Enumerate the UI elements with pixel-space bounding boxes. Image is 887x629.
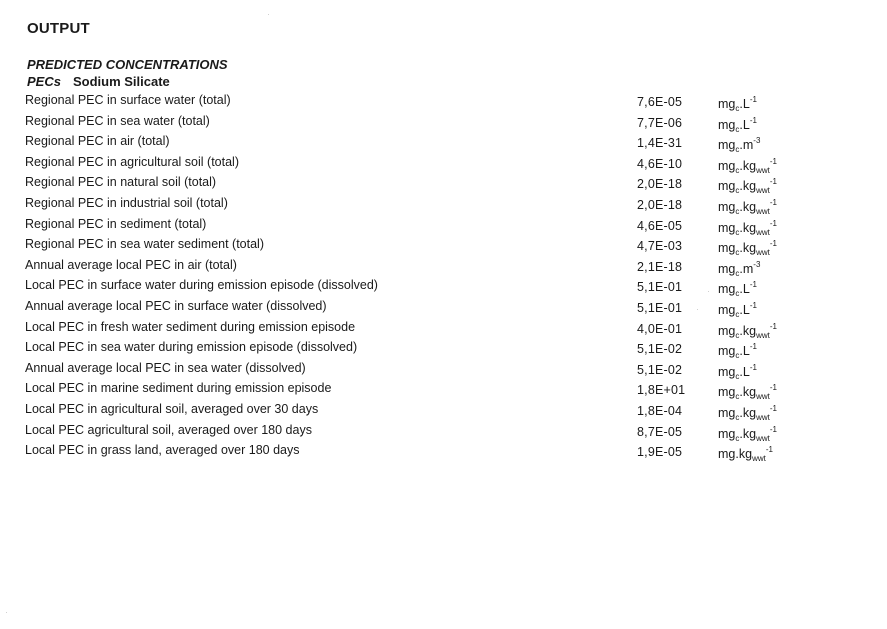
unit-name-subscript: wwt: [756, 330, 770, 340]
unit-name: kg: [742, 241, 757, 256]
unit-separator: .: [739, 158, 743, 173]
unit-exponent: -1: [749, 115, 757, 125]
unit-base: mg: [718, 364, 736, 379]
unit-name: kg: [742, 158, 757, 173]
row-unit: [718, 383, 777, 401]
unit-base: mg: [718, 405, 736, 420]
row-value: 7,7E-06: [637, 115, 683, 130]
unit-name-subscript: wwt: [756, 433, 770, 443]
row-unit: [718, 116, 757, 134]
row-unit: [718, 322, 777, 340]
row-unit: [718, 363, 757, 381]
unit-exponent: -1: [769, 403, 777, 413]
page-title: OUTPUT: [27, 20, 90, 37]
table-row: [0, 133, 887, 154]
table-row: [0, 236, 887, 257]
row-value: 1,9E-05: [637, 445, 683, 460]
table-row: [0, 422, 887, 443]
row-label: Local PEC in fresh water sediment during emission episode: [25, 319, 356, 334]
unit-subscript: c: [735, 206, 740, 216]
unit-exponent: -1: [769, 321, 777, 331]
table-row: [0, 113, 887, 134]
unit-subscript: c: [735, 104, 740, 113]
unit-exponent: -1: [769, 156, 777, 166]
unit-name: m: [742, 138, 754, 153]
row-label: Local PEC in agricultural soil, averaged over 30 days: [25, 401, 319, 416]
table-row: [0, 442, 887, 463]
row-unit: [718, 260, 760, 278]
row-label: Local PEC in surface water during emission episode (dissolved): [25, 278, 378, 293]
unit-name: L: [742, 117, 750, 132]
row-unit: [718, 301, 757, 319]
unit-exponent: -1: [749, 342, 757, 352]
unit-name: kg: [742, 405, 757, 420]
unit-separator: .: [739, 97, 743, 111]
row-value: 5,1E-01: [637, 300, 683, 315]
row-value: 4,0E-01: [637, 321, 683, 336]
unit-base: mg: [718, 138, 736, 153]
row-label: Regional PEC in air (total): [25, 134, 170, 149]
unit-base: mg: [718, 323, 736, 338]
row-unit: [718, 280, 757, 298]
unit-separator: .: [735, 447, 739, 462]
unit-separator: .: [739, 179, 743, 194]
unit-name-subscript: wwt: [756, 392, 770, 402]
unit-subscript: c: [735, 145, 740, 155]
unit-separator: .: [739, 426, 743, 441]
unit-exponent: -1: [749, 362, 757, 372]
unit-separator: .: [739, 199, 743, 214]
unit-name: L: [742, 97, 750, 111]
row-value: 5,1E-02: [637, 362, 683, 377]
row-label: Annual average local PEC in air (total): [25, 257, 237, 272]
unit-exponent: -1: [769, 177, 777, 187]
table-row: [0, 154, 887, 175]
row-value: 5,1E-01: [637, 280, 683, 295]
unit-separator: .: [739, 323, 743, 338]
unit-exponent: -1: [749, 300, 757, 310]
row-label: Local PEC in marine sediment during emission episode: [25, 381, 332, 396]
unit-separator: .: [739, 302, 743, 317]
unit-separator: .: [739, 344, 743, 359]
row-value: 2,0E-18: [637, 177, 683, 192]
unit-subscript: c: [735, 289, 740, 299]
unit-subscript: c: [735, 186, 740, 196]
scan-speck: [697, 309, 698, 310]
row-unit: [718, 177, 777, 195]
unit-name-subscript: wwt: [756, 186, 770, 196]
row-unit: [718, 404, 777, 422]
unit-base: mg: [718, 447, 736, 462]
unit-exponent: -1: [769, 218, 777, 228]
unit-name: kg: [742, 179, 757, 194]
row-label: Local PEC in grass land, averaged over 180 days: [25, 443, 300, 458]
unit-base: mg: [718, 282, 736, 297]
row-label: Annual average local PEC in sea water (dissolved): [25, 360, 306, 375]
unit-base: mg: [718, 385, 736, 400]
unit-name: kg: [738, 447, 753, 462]
table-row: [0, 339, 887, 360]
unit-exponent: -1: [769, 239, 777, 249]
unit-base: mg: [718, 261, 736, 276]
unit-name: kg: [742, 323, 757, 338]
table-row: [0, 298, 887, 319]
unit-base: mg: [718, 241, 736, 256]
unit-base: mg: [718, 97, 736, 111]
unit-base: mg: [718, 117, 736, 132]
row-label: Regional PEC in surface water (total): [25, 93, 231, 107]
unit-base: mg: [718, 302, 736, 317]
table-row: [0, 319, 887, 340]
unit-subscript: c: [735, 248, 740, 258]
unit-subscript: c: [735, 268, 740, 278]
unit-subscript: c: [735, 433, 740, 443]
unit-separator: .: [739, 405, 743, 420]
unit-name: L: [742, 302, 750, 317]
unit-name: kg: [742, 385, 757, 400]
unit-name: kg: [742, 426, 757, 441]
unit-separator: .: [739, 241, 743, 256]
row-value: 5,1E-02: [637, 342, 683, 357]
scan-speck: [268, 14, 269, 15]
table-row: [0, 277, 887, 298]
row-value: 4,6E-05: [637, 218, 683, 233]
concentration-table: [0, 92, 887, 463]
row-unit: [718, 95, 757, 113]
unit-base: mg: [718, 344, 736, 359]
subsection-header: [27, 74, 170, 89]
table-row: [0, 401, 887, 422]
unit-base: mg: [718, 179, 736, 194]
unit-name: L: [742, 364, 750, 379]
unit-subscript: c: [735, 227, 740, 237]
unit-subscript: c: [735, 412, 740, 422]
row-label: Regional PEC in industrial soil (total): [25, 195, 228, 210]
unit-subscript: c: [735, 351, 740, 361]
row-label: Regional PEC in sediment (total): [25, 216, 207, 231]
unit-subscript: c: [735, 165, 740, 175]
unit-separator: .: [739, 117, 743, 132]
unit-name-subscript: wwt: [756, 165, 770, 175]
row-label: Local PEC agricultural soil, averaged over 180 days: [25, 422, 312, 437]
unit-exponent: -1: [769, 383, 777, 393]
row-unit: [718, 445, 773, 463]
row-value: 4,6E-10: [637, 156, 683, 171]
table-row: [0, 92, 887, 113]
row-unit: [718, 198, 777, 216]
unit-exponent: -1: [769, 197, 777, 207]
unit-separator: .: [739, 138, 743, 153]
row-unit: [718, 342, 757, 360]
row-value: 2,1E-18: [637, 259, 683, 274]
unit-subscript: c: [735, 124, 740, 134]
unit-subscript: c: [735, 392, 740, 402]
row-label: Regional PEC in sea water (total): [25, 113, 210, 128]
unit-subscript: c: [735, 330, 740, 340]
unit-separator: .: [739, 261, 743, 276]
unit-exponent: -1: [765, 445, 773, 455]
row-unit: [718, 136, 760, 154]
unit-base: mg: [718, 426, 736, 441]
row-value: 1,4E-31: [637, 136, 683, 151]
unit-base: mg: [718, 158, 736, 173]
unit-exponent: -1: [769, 424, 777, 434]
row-value: 1,8E+01: [637, 383, 686, 398]
unit-name: L: [742, 344, 750, 359]
section-title: PREDICTED CONCENTRATIONS: [27, 57, 228, 72]
unit-subscript: c: [735, 371, 740, 381]
unit-name-subscript: wwt: [756, 248, 770, 258]
table-row: [0, 174, 887, 195]
row-unit: [718, 425, 777, 443]
unit-subscript: c: [735, 309, 740, 319]
row-value: 1,8E-04: [637, 403, 683, 418]
scan-speck: [6, 612, 7, 613]
unit-exponent: -1: [749, 95, 757, 104]
row-unit: [718, 157, 777, 175]
row-label: Local PEC in sea water during emission episode (dissolved): [25, 340, 358, 355]
substance-name: Sodium Silicate: [72, 74, 170, 89]
unit-name-subscript: wwt: [756, 227, 770, 237]
unit-separator: .: [739, 385, 743, 400]
table-row: [0, 216, 887, 237]
row-unit: [718, 239, 777, 257]
unit-separator: .: [739, 282, 743, 297]
unit-exponent: -3: [753, 259, 761, 269]
table-row: [0, 195, 887, 216]
row-label: Annual average local PEC in surface water (dissolved): [25, 298, 327, 313]
unit-name: L: [742, 282, 750, 297]
unit-name-subscript: wwt: [756, 412, 770, 422]
row-value: 4,7E-03: [637, 239, 683, 254]
scan-speck: [708, 291, 709, 292]
unit-exponent: -3: [753, 136, 761, 146]
table-row: [0, 360, 887, 381]
unit-name: kg: [742, 220, 757, 235]
unit-name: m: [742, 261, 754, 276]
row-value: 2,0E-18: [637, 197, 683, 212]
row-label: Regional PEC in sea water sediment (total): [25, 237, 265, 252]
table-row: [0, 257, 887, 278]
row-label: Regional PEC in agricultural soil (total): [25, 154, 239, 169]
unit-separator: .: [739, 220, 743, 235]
row-unit: [718, 219, 777, 237]
table-row: [0, 380, 887, 401]
unit-name: kg: [742, 199, 757, 214]
unit-name-subscript: wwt: [756, 206, 770, 216]
row-label: Regional PEC in natural soil (total): [25, 175, 217, 190]
unit-name-subscript: wwt: [752, 454, 766, 464]
unit-separator: .: [739, 364, 743, 379]
unit-base: mg: [718, 199, 736, 214]
unit-base: mg: [718, 220, 736, 235]
subsection-label: PECs: [27, 74, 61, 89]
row-value: 7,6E-05: [637, 95, 683, 109]
unit-exponent: -1: [749, 280, 757, 290]
row-value: 8,7E-05: [637, 424, 683, 439]
